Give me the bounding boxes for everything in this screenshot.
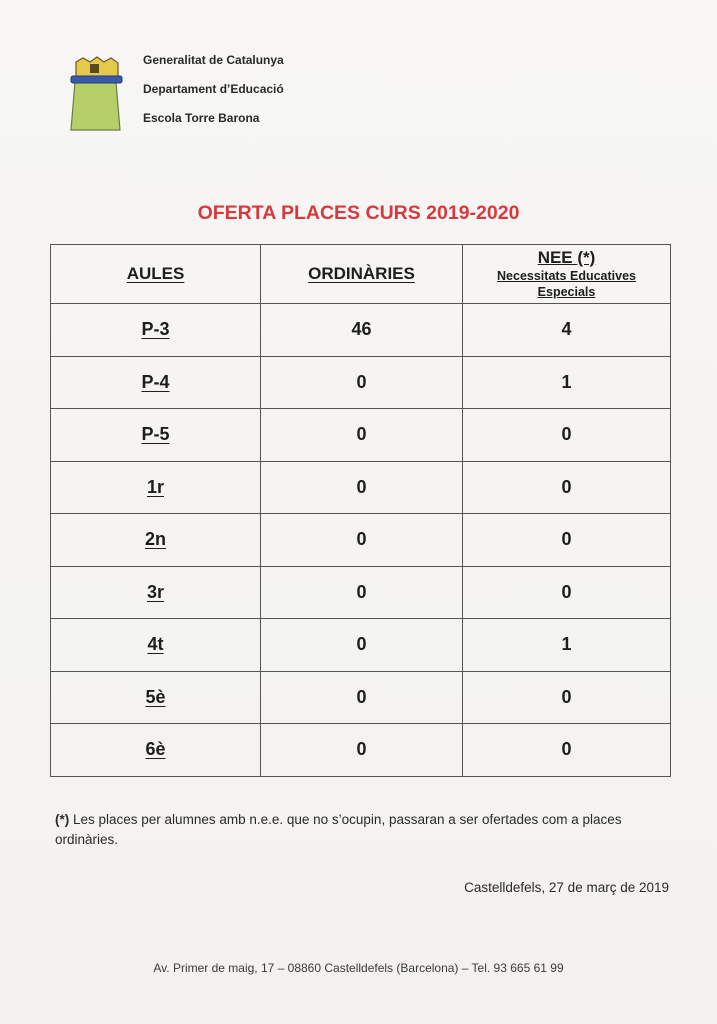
column-header-ordinaries-label: ORDINÀRIES bbox=[308, 264, 415, 283]
nee-cell bbox=[463, 409, 671, 462]
aula-cell bbox=[51, 356, 261, 409]
tower-logo-icon bbox=[66, 52, 128, 132]
ordinaries-cell-value: 0 bbox=[356, 686, 367, 707]
table-row bbox=[51, 724, 671, 777]
column-header-aules bbox=[51, 245, 261, 304]
aula-cell-value: P-3 bbox=[141, 319, 170, 340]
table-row bbox=[51, 514, 671, 567]
nee-cell-value: 0 bbox=[561, 581, 572, 602]
aula-cell bbox=[51, 514, 261, 567]
footnote-marker: (*) bbox=[55, 812, 70, 827]
aula-cell bbox=[51, 671, 261, 724]
nee-cell-value: 1 bbox=[561, 371, 572, 392]
column-header-nee-title: NEE (*) bbox=[537, 247, 596, 267]
header-line-government: Generalitat de Catalunya bbox=[143, 53, 284, 67]
ordinaries-cell-value: 0 bbox=[356, 739, 367, 760]
ordinaries-cell bbox=[261, 409, 463, 462]
ordinaries-cell bbox=[261, 724, 463, 777]
ordinaries-cell-value: 0 bbox=[356, 371, 367, 392]
aula-cell-value: 1r bbox=[146, 476, 164, 497]
ordinaries-cell bbox=[261, 461, 463, 514]
date-line: Castelldefels, 27 de març de 2019 bbox=[464, 880, 669, 895]
ordinaries-cell bbox=[261, 514, 463, 567]
institution-header bbox=[143, 53, 284, 140]
aula-cell-value: 2n bbox=[144, 529, 166, 550]
ordinaries-cell bbox=[261, 671, 463, 724]
nee-cell-value: 1 bbox=[561, 634, 572, 655]
ordinaries-cell bbox=[261, 304, 463, 357]
aula-cell bbox=[51, 304, 261, 357]
column-header-aules-label: AULES bbox=[126, 264, 185, 283]
aula-cell-value: 3r bbox=[146, 581, 164, 602]
column-header-nee-subtitle-2: Especials bbox=[537, 284, 596, 299]
aula-cell-value: P-4 bbox=[141, 371, 170, 392]
column-header-ordinaries bbox=[261, 245, 463, 304]
nee-cell bbox=[463, 461, 671, 514]
footnote bbox=[55, 810, 665, 850]
nee-cell-value: 0 bbox=[561, 739, 572, 760]
nee-cell bbox=[463, 724, 671, 777]
aula-cell-value: 5è bbox=[145, 686, 166, 707]
nee-cell-value: 0 bbox=[561, 476, 572, 497]
aula-cell-value: 6è bbox=[145, 739, 166, 760]
nee-cell-value: 0 bbox=[561, 686, 572, 707]
table-row bbox=[51, 356, 671, 409]
aula-cell-value: 4t bbox=[147, 634, 164, 655]
aula-cell bbox=[51, 724, 261, 777]
column-header-nee-subtitle-1: Necessitats Educatives bbox=[497, 268, 636, 283]
aula-cell bbox=[51, 409, 261, 462]
nee-cell-value: 4 bbox=[561, 319, 572, 340]
aula-cell bbox=[51, 619, 261, 672]
nee-cell bbox=[463, 304, 671, 357]
table-row bbox=[51, 671, 671, 724]
ordinaries-cell bbox=[261, 356, 463, 409]
document-title: OFERTA PLACES CURS 2019-2020 bbox=[197, 202, 520, 224]
aula-cell bbox=[51, 461, 261, 514]
nee-cell-value: 0 bbox=[561, 529, 572, 550]
table-row bbox=[51, 409, 671, 462]
ordinaries-cell-value: 0 bbox=[356, 634, 367, 655]
footnote-text: Les places per alumnes amb n.e.e. que no s’ocupin, passaran a ser ofertades com a places ordinàries. bbox=[55, 812, 622, 847]
ordinaries-cell bbox=[261, 566, 463, 619]
nee-cell bbox=[463, 619, 671, 672]
places-table bbox=[50, 244, 671, 777]
aula-cell bbox=[51, 566, 261, 619]
table-header-row bbox=[51, 245, 671, 304]
nee-cell bbox=[463, 566, 671, 619]
column-header-nee bbox=[463, 245, 671, 304]
ordinaries-cell-value: 46 bbox=[351, 319, 372, 340]
table-row bbox=[51, 461, 671, 514]
ordinaries-cell-value: 0 bbox=[356, 476, 367, 497]
ordinaries-cell-value: 0 bbox=[356, 424, 367, 445]
ordinaries-cell-value: 0 bbox=[356, 529, 367, 550]
table-row bbox=[51, 619, 671, 672]
table-row bbox=[51, 304, 671, 357]
table-row bbox=[51, 566, 671, 619]
nee-cell bbox=[463, 514, 671, 567]
header-line-school: Escola Torre Barona bbox=[143, 111, 260, 125]
address-footer: Av. Primer de maig, 17 – 08860 Castelldefels (Barcelona) – Tel. 93 665 61 99 bbox=[153, 961, 564, 975]
nee-cell-value: 0 bbox=[561, 424, 572, 445]
nee-cell bbox=[463, 671, 671, 724]
ordinaries-cell bbox=[261, 619, 463, 672]
header-line-department: Departament d’Educació bbox=[143, 82, 284, 96]
nee-cell bbox=[463, 356, 671, 409]
ordinaries-cell-value: 0 bbox=[356, 581, 367, 602]
aula-cell-value: P-5 bbox=[141, 424, 170, 445]
